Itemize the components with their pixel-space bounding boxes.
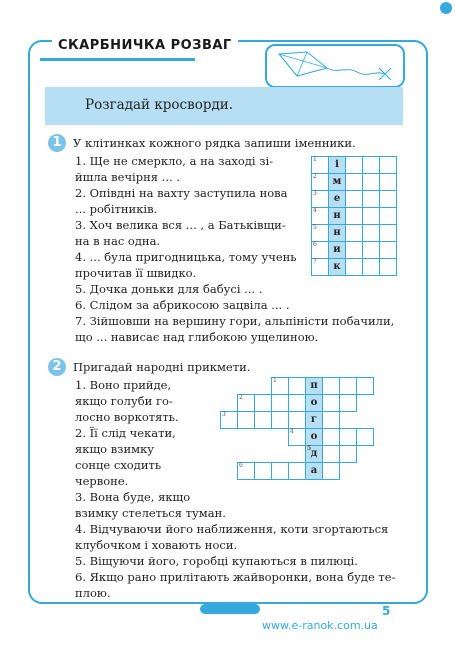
crossword-key-cell[interactable]	[305, 394, 323, 412]
list-item: якщо голуби го-	[75, 394, 173, 408]
page-number: 5	[382, 604, 391, 618]
list-item: 7. Зійшовши на вершину гори, альпіністи побачили,	[75, 314, 395, 328]
crossword-cell[interactable]	[237, 411, 255, 429]
crossword-key-cell[interactable]	[328, 156, 346, 174]
list-item: що ... нависає над глибокою ущелиною.	[75, 330, 319, 344]
list-item: червоне.	[75, 474, 129, 488]
crossword-cell[interactable]: 2	[311, 173, 329, 191]
crossword-cell[interactable]	[254, 462, 272, 480]
crossword-cell[interactable]	[379, 224, 397, 242]
crossword-key-cell[interactable]	[305, 428, 323, 446]
crossword-cell[interactable]	[345, 173, 363, 191]
kite-illustration	[265, 44, 405, 88]
list-item: лосно воркотять.	[75, 410, 179, 424]
crossword-cell[interactable]	[345, 224, 363, 242]
crossword-cell[interactable]: 3	[311, 190, 329, 208]
crossword-key-letter: о	[310, 431, 318, 442]
list-item: 1. Ще не смеркло, а на заході зі-	[75, 154, 274, 168]
task2-instruction: Пригадай народні прикмети.	[73, 360, 251, 374]
list-item: прочитав її швидко.	[75, 266, 197, 280]
crossword-cell[interactable]	[339, 445, 357, 463]
crossword-cell[interactable]: 7	[311, 258, 329, 276]
list-item: 1. Воно прийде,	[75, 378, 172, 392]
crossword-cell[interactable]	[362, 258, 380, 276]
crossword-cell[interactable]	[288, 394, 306, 412]
crossword-cell[interactable]	[288, 462, 306, 480]
crossword-cell[interactable]: 4	[311, 207, 329, 225]
list-item: 5. Віщуючи його, горобці купаються в пилюці.	[75, 554, 358, 568]
footer-url: www.e-ranok.com.ua	[262, 619, 378, 632]
task-number-1: 1	[48, 134, 66, 152]
list-item: взимку стелеться туман.	[75, 506, 226, 520]
crossword-key-letter: о	[310, 397, 318, 408]
list-item: 2. Її слід чекати,	[75, 426, 176, 440]
list-item: сонце сходить	[75, 458, 162, 472]
crossword-cell[interactable]	[379, 190, 397, 208]
task1-instruction: У клітинках кожного рядка запиши іменники.	[73, 136, 356, 150]
kite-icon	[267, 46, 403, 86]
footer-decoration	[200, 604, 260, 614]
instruction-banner	[45, 87, 403, 125]
crossword-cell[interactable]	[339, 377, 357, 395]
crossword-key-letter: а	[310, 465, 318, 476]
crossword-cell[interactable]	[362, 173, 380, 191]
list-item: 2. Опівдні на вахту заступила нова	[75, 186, 288, 200]
crossword-cell[interactable]	[356, 428, 374, 446]
crossword-cell[interactable]: 4	[288, 428, 306, 446]
list-item: якщо взимку	[75, 442, 155, 456]
list-item: 6. Слідом за абрикосою зацвіла ... .	[75, 298, 290, 312]
crossword-cell[interactable]	[254, 411, 272, 429]
crossword-key-cell[interactable]	[328, 173, 346, 191]
list-item: 6. Якщо рано прилітають жайворонки, вона буде те-	[75, 570, 396, 584]
crossword-key-cell[interactable]: 5 д	[305, 445, 323, 463]
crossword-cell[interactable]	[254, 394, 272, 412]
crossword-cell[interactable]	[322, 394, 340, 412]
crossword-cell[interactable]: 6	[311, 241, 329, 259]
list-item: клубочком і ховають носи.	[75, 538, 238, 552]
crossword-cell[interactable]	[356, 377, 374, 395]
crossword-cell[interactable]	[322, 428, 340, 446]
crossword-key-cell[interactable]	[328, 190, 346, 208]
crossword-key-letter: н	[333, 210, 341, 221]
crossword-cell[interactable]	[362, 190, 380, 208]
crossword-cell[interactable]	[379, 258, 397, 276]
crossword-cell[interactable]	[362, 207, 380, 225]
crossword-cell[interactable]	[322, 462, 340, 480]
crossword-cell[interactable]: 3	[220, 411, 238, 429]
crossword-cell[interactable]	[379, 207, 397, 225]
crossword-cell[interactable]	[362, 241, 380, 259]
crossword-cell[interactable]	[345, 241, 363, 259]
list-item: 4. Відчуваючи його наближення, коти згортаються	[75, 522, 389, 536]
crossword-key-letter: п	[310, 380, 318, 391]
crossword-cell[interactable]	[271, 394, 289, 412]
crossword-cell[interactable]	[345, 190, 363, 208]
crossword-key-letter: г	[310, 414, 318, 425]
banner-text: Розгадай кросворди.	[85, 97, 234, 113]
crossword-key-letter: и	[333, 244, 341, 255]
crossword-cell[interactable]: 6	[237, 462, 255, 480]
crossword-key-cell[interactable]	[305, 462, 323, 480]
crossword-cell[interactable]	[271, 411, 289, 429]
list-item: на в нас одна.	[75, 234, 161, 248]
list-item: йшла вечірня ... .	[75, 170, 180, 184]
crossword-cell[interactable]	[339, 394, 357, 412]
crossword-cell[interactable]: 1	[271, 377, 289, 395]
crossword-key-letter: е	[333, 193, 341, 204]
crossword-key-cell[interactable]	[305, 377, 323, 395]
crossword-key-cell[interactable]	[328, 224, 346, 242]
crossword-cell[interactable]	[362, 224, 380, 242]
crossword-key-cell[interactable]	[328, 207, 346, 225]
title-underline	[40, 58, 195, 61]
crossword-cell[interactable]	[288, 411, 306, 429]
crossword-key-letter: м	[332, 176, 342, 187]
crossword-cell[interactable]	[288, 377, 306, 395]
crossword-cell[interactable]	[379, 156, 397, 174]
task-number-2: 2	[48, 358, 66, 376]
crossword-cell[interactable]	[345, 156, 363, 174]
crossword-cell[interactable]	[379, 173, 397, 191]
list-item: 4. ... була пригодницька, тому учень	[75, 250, 297, 264]
crossword-cell[interactable]	[345, 207, 363, 225]
list-item: ... робітників.	[75, 202, 158, 216]
crossword-key-letter: д	[310, 448, 318, 459]
crossword-cell[interactable]	[322, 377, 340, 395]
section-title: СКАРБНИЧКА РОЗВАГ	[52, 38, 238, 53]
crossword-cell[interactable]	[271, 462, 289, 480]
crossword-key-cell[interactable]	[328, 258, 346, 276]
crossword-cell[interactable]: 1	[311, 156, 329, 174]
crossword-cell[interactable]	[322, 445, 340, 463]
logo-icon	[440, 2, 452, 14]
crossword-cell[interactable]	[345, 258, 363, 276]
list-item: 3. Хоч велика вся ... , а Батьківщи-	[75, 218, 286, 232]
crossword-key-letter: к	[333, 261, 341, 272]
list-item: 5. Дочка доньки для бабусі ... .	[75, 282, 263, 296]
crossword-key-cell[interactable]	[328, 241, 346, 259]
list-item: плою.	[75, 586, 111, 600]
crossword-cell[interactable]: 5	[311, 224, 329, 242]
crossword-cell[interactable]: 2	[237, 394, 255, 412]
crossword-key-letter: н	[333, 227, 341, 238]
list-item: 3. Вона буде, якщо	[75, 490, 191, 504]
crossword-cell[interactable]	[379, 241, 397, 259]
crossword-key-cell[interactable]	[305, 411, 323, 429]
crossword-cell[interactable]	[362, 156, 380, 174]
crossword-cell[interactable]	[339, 428, 357, 446]
crossword-key-letter: і	[335, 159, 339, 170]
crossword-cell[interactable]	[322, 411, 340, 429]
